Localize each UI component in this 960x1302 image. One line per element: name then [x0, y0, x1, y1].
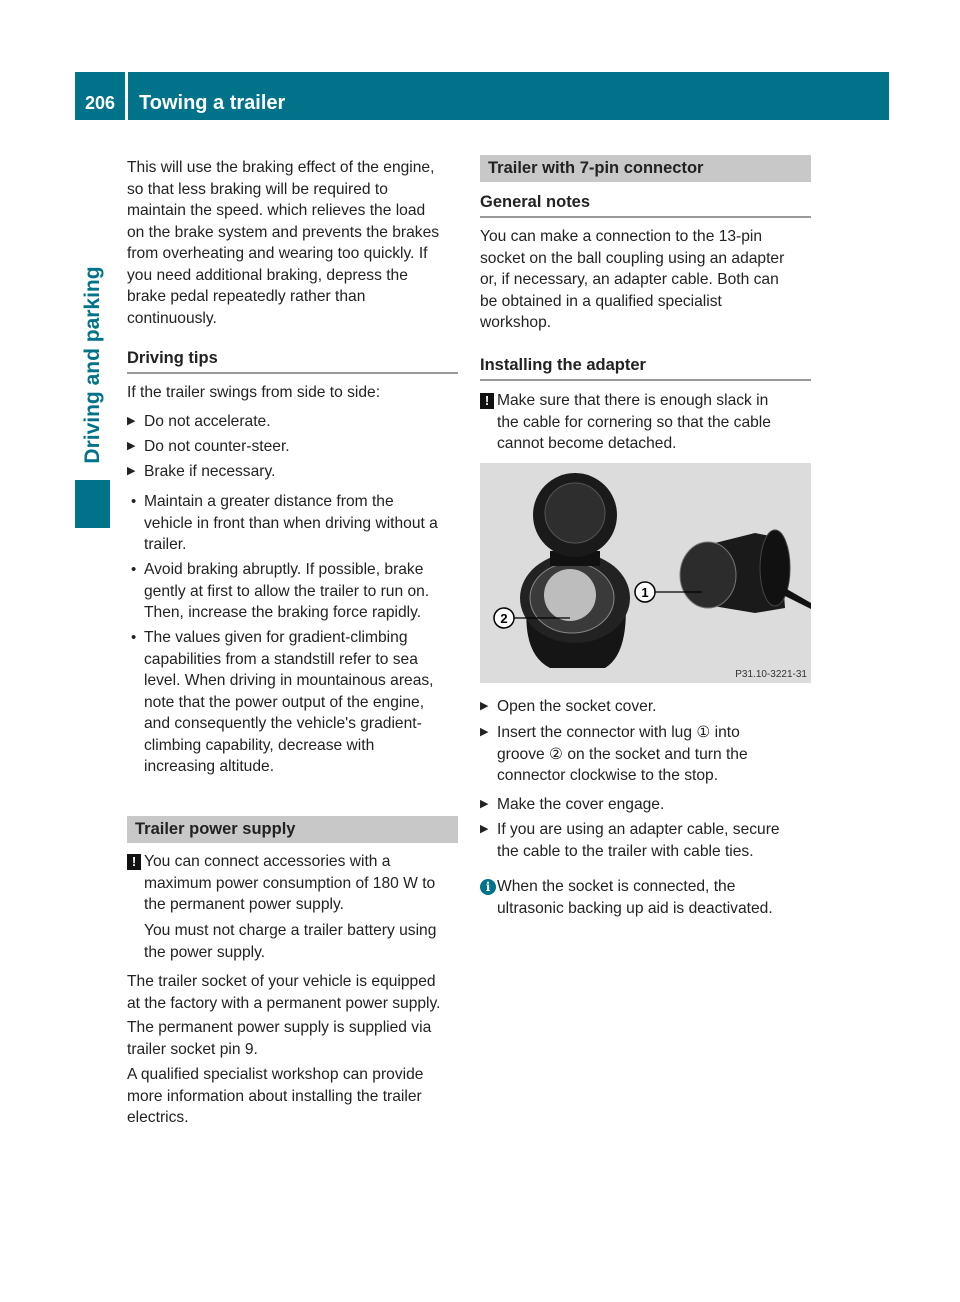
triangle-right-icon: ▶	[480, 726, 489, 738]
step-item	[127, 461, 475, 483]
general-notes-heading: General notes	[480, 192, 811, 218]
info-text: When the socket is connected, the ultrasonic backing up aid is deactivated.	[497, 878, 773, 917]
power-supply-paragraph: The permanent power supply is supplied via trailer socket pin 9.	[127, 1019, 432, 1058]
bullet-dot-icon: •	[131, 493, 137, 510]
power-supply-paragraph: A qualified specialist workshop can provide more information about installing the trailer electrics.	[127, 1066, 424, 1126]
step-text: Open the socket cover.	[497, 698, 657, 715]
warning-note-continued	[127, 920, 475, 963]
page-title	[128, 72, 889, 120]
bullet-text: The values given for gradient-climbing capabilities from a standstill refer to sea level. When driving in mountainous areas, note that the power output of the engine, and consequently the vehicle's gradient- climbing capability, decrease with increasing altitude.	[144, 629, 434, 775]
connector-cable	[783, 588, 811, 609]
triangle-right-icon: ▶	[480, 798, 489, 810]
warning-note	[127, 851, 475, 916]
callout-1-label: 1	[641, 585, 649, 600]
cover-pin-diagram	[545, 483, 605, 543]
adapter-illustration	[480, 463, 811, 683]
step-text: Do not counter-steer.	[144, 438, 290, 455]
warning-text: Make sure that there is enough slack in the cable for cornering so that the cable cannot become detached.	[497, 392, 771, 452]
step-text: Brake if necessary.	[144, 463, 276, 480]
warning-icon: !	[127, 854, 141, 870]
driving-tips-heading: Driving tips	[127, 348, 458, 374]
driving-tips-lead: If the trailer swings from side to side:	[127, 384, 381, 401]
power-supply-section-heading: Trailer power supply	[127, 816, 458, 843]
general-notes-text: You can make a connection to the 13-pin socket on the ball coupling using an adapter or, if necessary, an adapter cable. Both can be obtained in a qualified specialist workshop.	[480, 228, 785, 331]
side-tab-marker	[75, 480, 110, 528]
page-title-text: Towing a trailer	[139, 92, 286, 114]
side-tab-label: Driving and parking	[80, 266, 104, 464]
warning-text: You can connect accessories with a maximum power consumption of 180 W to the permanent power supply.	[144, 853, 436, 913]
step-item	[480, 696, 828, 718]
warning-text: You must not charge a trailer battery using the power supply.	[144, 922, 437, 961]
page-number-text: 206	[84, 93, 116, 113]
info-note	[480, 876, 828, 919]
bullet-item	[127, 627, 475, 778]
seven-pin-section-heading: Trailer with 7-pin connector	[480, 155, 811, 182]
callout-2-label: 2	[500, 611, 508, 626]
bullet-dot-icon: •	[131, 561, 137, 578]
step-item	[480, 794, 828, 816]
step-text: Make the cover engage.	[497, 796, 665, 813]
bullet-dot-icon: •	[131, 629, 137, 646]
adapter-drawing	[480, 463, 811, 683]
step-text: Do not accelerate.	[144, 413, 271, 430]
step-text: If you are using an adapter cable, secure the cable to the trailer with cable ties.	[497, 821, 780, 860]
power-supply-paragraph: The trailer socket of your vehicle is equipped at the factory with a permanent power supply.	[127, 973, 441, 1012]
step-item	[480, 819, 828, 862]
bullet-item	[127, 559, 475, 624]
warning-note	[480, 390, 828, 455]
step-item	[127, 436, 475, 458]
warning-icon: !	[480, 393, 494, 409]
triangle-right-icon: ▶	[127, 440, 136, 452]
bullet-text: Maintain a greater distance from the vehicle in front than when driving without a trailer.	[144, 493, 438, 553]
installing-adapter-heading: Installing the adapter	[480, 355, 811, 381]
bullet-item	[127, 491, 475, 556]
connector-face	[680, 542, 736, 608]
step-text: Insert the connector with lug ① into groove ② on the socket and turn the connector clockwise to the stop.	[497, 724, 748, 784]
intro-paragraph: This will use the braking effect of the engine, so that less braking will be required to maintain the speed. which relieves the load on the brake system and prevents the brakes from overheating and wearing too quickly. If you need additional braking, depress the brake pedal repeatedly rather than continuously.	[127, 159, 440, 327]
triangle-right-icon: ▶	[480, 700, 489, 712]
triangle-right-icon: ▶	[127, 415, 136, 427]
step-item	[127, 411, 475, 433]
socket-pins	[544, 569, 596, 621]
figure-code: P31.10-3221-31	[735, 669, 807, 680]
step-item	[480, 722, 828, 787]
triangle-right-icon: ▶	[480, 823, 489, 835]
side-tab	[75, 255, 110, 475]
info-icon: i	[480, 879, 496, 895]
bullet-text: Avoid braking abruptly. If possible, brake gently at first to allow the trailer to run on. Then, increase the braking force rapidly.	[144, 561, 430, 621]
page-number	[75, 72, 125, 120]
triangle-right-icon: ▶	[127, 465, 136, 477]
